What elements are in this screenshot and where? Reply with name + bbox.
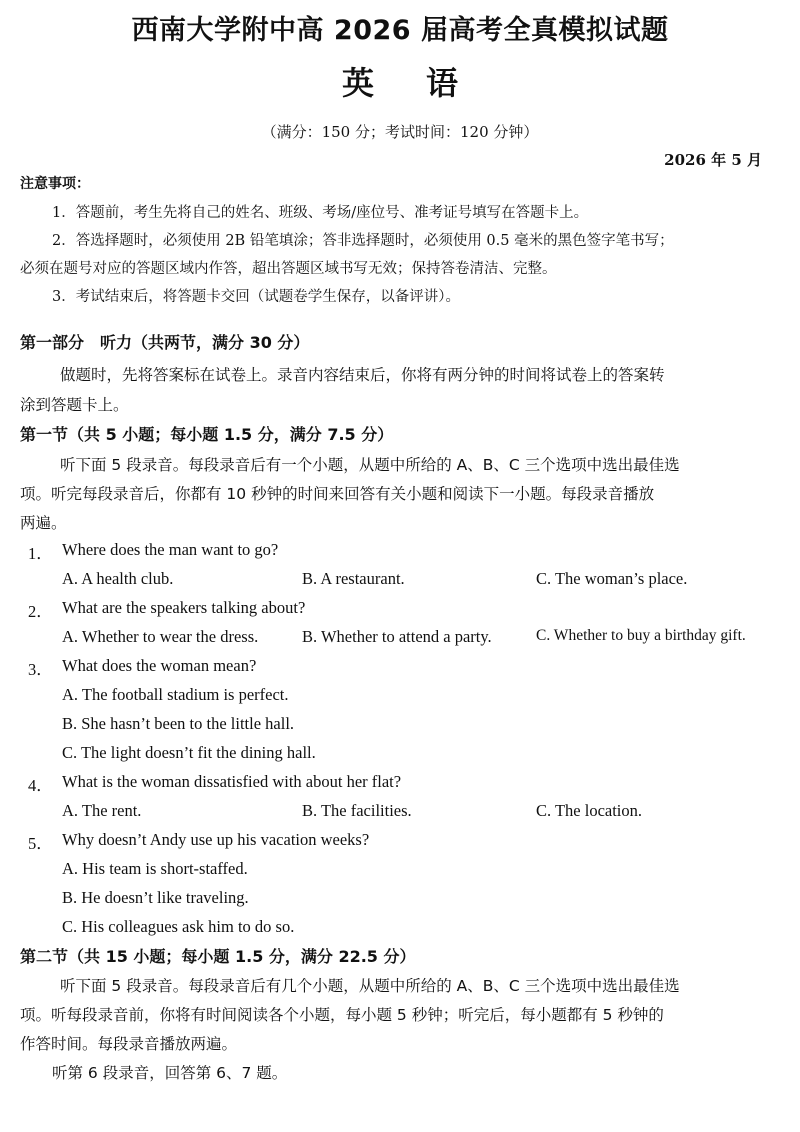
exam-date: 2026 年 5 月 <box>664 151 762 169</box>
question-2-number: 2． <box>28 602 53 621</box>
question-4-text: What is the woman dissatisfied with about her flat? <box>62 772 402 791</box>
question-5-number: 5． <box>28 834 53 853</box>
question-3-number: 3． <box>28 660 53 679</box>
question-5-text: Why doesn’t Andy use up his vacation weeks? <box>62 830 370 849</box>
question-4-number: 4． <box>28 776 53 795</box>
question-1-number: 1． <box>28 544 53 563</box>
question-3-option-c: C. The light doesn’t fit the dining hall. <box>62 743 316 762</box>
note-item-2: 2．答选择题时，必须使用 2B 铅笔填涂；答非选择题时，必须使用 0.5 毫米的黑色签字笔书写； <box>52 233 674 249</box>
section1-intro-line1: 听下面 5 段录音。每段录音后有一个小题，从题中所给的 A、B、C 三个选项中选出最佳选 <box>60 456 680 474</box>
question-5-option-a: A. His team is short-staffed. <box>62 859 248 878</box>
question-5-option-b: B. He doesn’t like traveling. <box>62 888 249 907</box>
question-4-option-b: B. The facilities. <box>302 801 412 820</box>
question-5-option-c: C. His colleagues ask him to do so. <box>62 917 295 936</box>
section2-instruction: 听第 6 段录音，回答第 6、7 题。 <box>52 1064 288 1082</box>
question-4-option-c: C. The location. <box>536 801 643 820</box>
question-1-text: Where does the man want to go? <box>62 540 279 559</box>
question-1-option-a: A. A health club. <box>62 569 174 588</box>
note-item-1: 1．答题前，考生先将自己的姓名、班级、考场/座位号、准考证号填写在答题卡上。 <box>52 205 589 221</box>
question-4-option-a: A. The rent. <box>62 801 142 820</box>
section2-intro-line1: 听下面 5 段录音。每段录音后有几个小题，从题中所给的 A、B、C 三个选项中选出最佳选 <box>60 977 680 995</box>
exam-title: 西南大学附中高 2026 届高考全真模拟试题 <box>131 15 669 46</box>
part1-heading: 第一部分 听力（共两节，满分 30 分） <box>20 333 310 352</box>
score-info: （满分：150 分；考试时间：120 分钟） <box>261 123 539 141</box>
section1-heading: 第一节（共 5 小题；每小题 1.5 分，满分 7.5 分） <box>20 425 394 444</box>
question-2-option-b: B. Whether to attend a party. <box>302 627 492 646</box>
section2-intro-line2: 项。听每段录音前，你将有时间阅读各个小题，每小题 5 秒钟；听完后，每小题都有 5 秒钟的 <box>20 1006 664 1024</box>
question-3-text: What does the woman mean? <box>62 656 257 675</box>
notes-heading: 注意事项： <box>20 176 90 192</box>
note-item-2-continued: 必须在题号对应的答题区域内作答，超出答题区域书写无效；保持答卷清洁、完整。 <box>20 261 557 277</box>
part1-intro-line2: 涂到答题卡上。 <box>20 396 129 414</box>
question-2-option-a: A. Whether to wear the dress. <box>62 627 259 646</box>
question-1-option-c: C. The woman’s place. <box>536 569 688 588</box>
section2-intro-line3: 作答时间。每段录音播放两遍。 <box>20 1035 238 1053</box>
section1-intro-line3: 两遍。 <box>20 514 67 532</box>
question-2-text: What are the speakers talking about? <box>62 598 306 617</box>
part1-intro-line1: 做题时，先将答案标在试卷上。录音内容结束后，你将有两分钟的时间将试卷上的答案转 <box>60 366 665 384</box>
section1-intro-line2: 项。听完每段录音后，你都有 10 秒钟的时间来回答有关小题和阅读下一小题。每段录音播放 <box>20 485 655 503</box>
question-1-option-b: B. A restaurant. <box>302 569 405 588</box>
question-3-option-a: A. The football stadium is perfect. <box>62 685 289 704</box>
note-item-3: 3．考试结束后，将答题卡交回（试题卷学生保存，以备评讲）。 <box>52 289 460 305</box>
subject-title: 英语 <box>341 64 510 102</box>
question-3-option-b: B. She hasn’t been to the little hall. <box>62 714 295 733</box>
section2-heading: 第二节（共 15 小题；每小题 1.5 分，满分 22.5 分） <box>20 947 416 966</box>
question-2-option-c: C. Whether to buy a birthday gift. <box>536 627 746 644</box>
